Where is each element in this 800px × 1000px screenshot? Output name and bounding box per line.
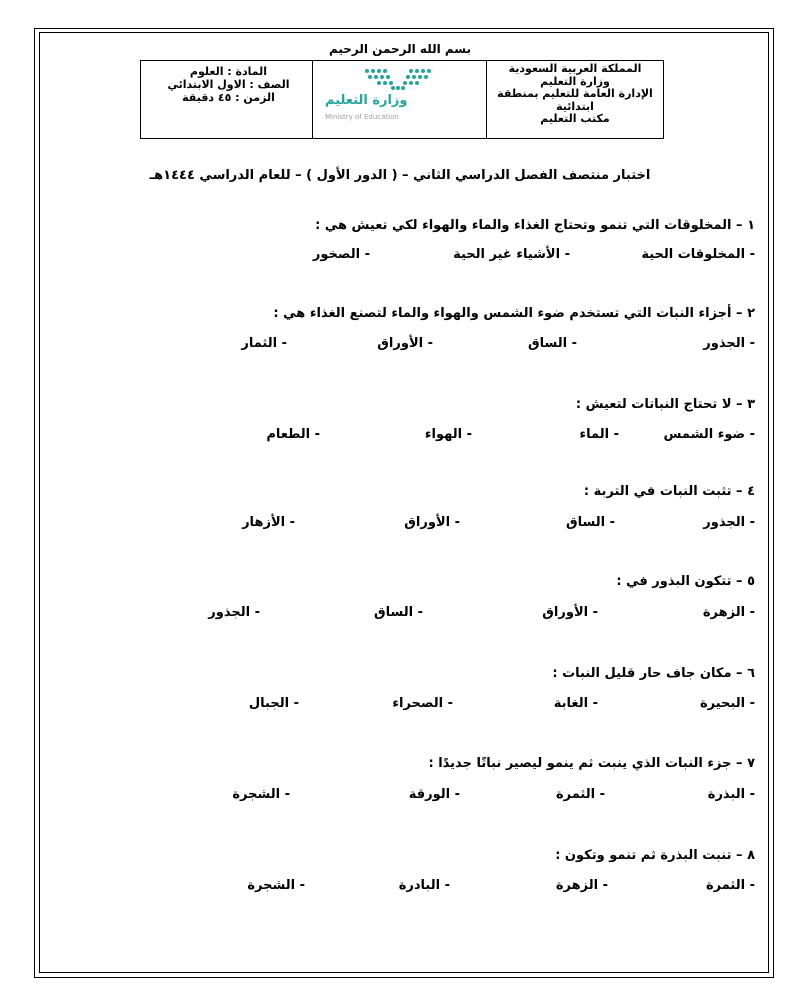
- school-line: ابتدائية: [556, 99, 594, 113]
- kingdom-line: المملكة العربية السعودية: [508, 62, 642, 75]
- exam-title: اختبار منتصف الفصل الدراسي الثاني – ( الدور الأول ) – للعام الدراسي ١٤٤٤هـ: [149, 168, 651, 183]
- answer-option[interactable]: - الساق: [374, 605, 423, 620]
- answer-option[interactable]: - الأوراق: [377, 336, 433, 351]
- header-table: [140, 60, 664, 139]
- answer-option[interactable]: - الشجرة: [232, 787, 290, 802]
- answer-option[interactable]: - الساق: [528, 336, 577, 351]
- answer-option[interactable]: - الثمرة: [555, 787, 605, 802]
- answer-option[interactable]: - الثمرة: [705, 878, 755, 893]
- answer-option[interactable]: - الجذور: [208, 605, 260, 620]
- grade-line: الصف : الاول الابتدائي: [167, 78, 290, 91]
- answer-option[interactable]: - الجبال: [248, 696, 299, 711]
- header-ministry-info: [487, 61, 663, 138]
- question-text: ١ – المخلوقات التي تنمو وتحتاج الغذاء والماء والهواء لكي تعيش هي :: [315, 218, 755, 233]
- question-text: ٣ – لا تحتاج النباتات لتعيش :: [575, 397, 755, 412]
- directorate-line: الإدارة العامة للتعليم بمنطقة: [497, 87, 653, 100]
- ministry-logo-icon: [363, 67, 433, 91]
- answer-option[interactable]: - الجذور: [703, 515, 755, 530]
- office-line: مكتب التعليم: [540, 112, 610, 125]
- answer-option[interactable]: - الصخور: [312, 247, 370, 262]
- ministry-line: وزارة التعليم: [540, 74, 610, 88]
- answer-option[interactable]: - الساق: [566, 515, 615, 530]
- answer-option[interactable]: - الزهرة: [702, 605, 755, 620]
- answer-option[interactable]: - الأشياء غير الحية: [453, 247, 570, 262]
- question-text: ٦ – مكان جاف حار قليل النبات :: [552, 666, 755, 681]
- answer-option[interactable]: - البادرة: [398, 878, 450, 893]
- question-text: ٥ – تتكون البذور في :: [616, 574, 755, 589]
- answer-option[interactable]: - البحيرة: [699, 696, 755, 711]
- logo-arabic-text: وزارة التعليم: [325, 93, 408, 108]
- answer-option[interactable]: - الصحراء: [392, 696, 453, 711]
- answer-option[interactable]: - الزهرة: [555, 878, 608, 893]
- header-subject-info: [141, 61, 313, 138]
- answer-option[interactable]: - الأوراق: [404, 515, 460, 530]
- question-text: ٤ – تثبت النبات في التربة :: [583, 484, 755, 499]
- question-text: ٢ – أجزاء النبات التي تستخدم ضوء الشمس والهواء والماء لتصنع الغذاء هي :: [273, 306, 755, 321]
- answer-option[interactable]: - الأوراق: [542, 605, 598, 620]
- answer-option[interactable]: - الجذور: [703, 336, 755, 351]
- question-text: ٧ – جزء النبات الذي ينبت ثم ينمو ليصير نباتًا جديدًا :: [428, 756, 755, 771]
- logo-english-text: Ministry of Education: [325, 113, 399, 121]
- question-text: ٨ – تنبت البذرة ثم تنمو وتكون :: [555, 848, 755, 863]
- basmala: بسم الله الرحمن الرحيم: [328, 42, 472, 56]
- answer-option[interactable]: - الشجرة: [247, 878, 305, 893]
- answer-option[interactable]: - المخلوقات الحية: [641, 247, 755, 262]
- answer-option[interactable]: - البذرة: [707, 787, 755, 802]
- time-line: الزمن : ٤٥ دقيقة: [182, 91, 275, 104]
- header-logo: [313, 61, 487, 138]
- answer-option[interactable]: - الهواء: [424, 427, 472, 442]
- subject-line: المادة : العلوم: [189, 65, 268, 78]
- answer-option[interactable]: - الورقة: [408, 787, 460, 802]
- answer-option[interactable]: - الثمار: [241, 336, 287, 351]
- answer-option[interactable]: - الغابة: [553, 696, 598, 711]
- answer-option[interactable]: - ضوء الشمس: [663, 427, 755, 442]
- answer-option[interactable]: - الماء: [579, 427, 619, 442]
- answer-option[interactable]: - الأزهار: [242, 515, 295, 530]
- answer-option[interactable]: - الطعام: [266, 427, 320, 442]
